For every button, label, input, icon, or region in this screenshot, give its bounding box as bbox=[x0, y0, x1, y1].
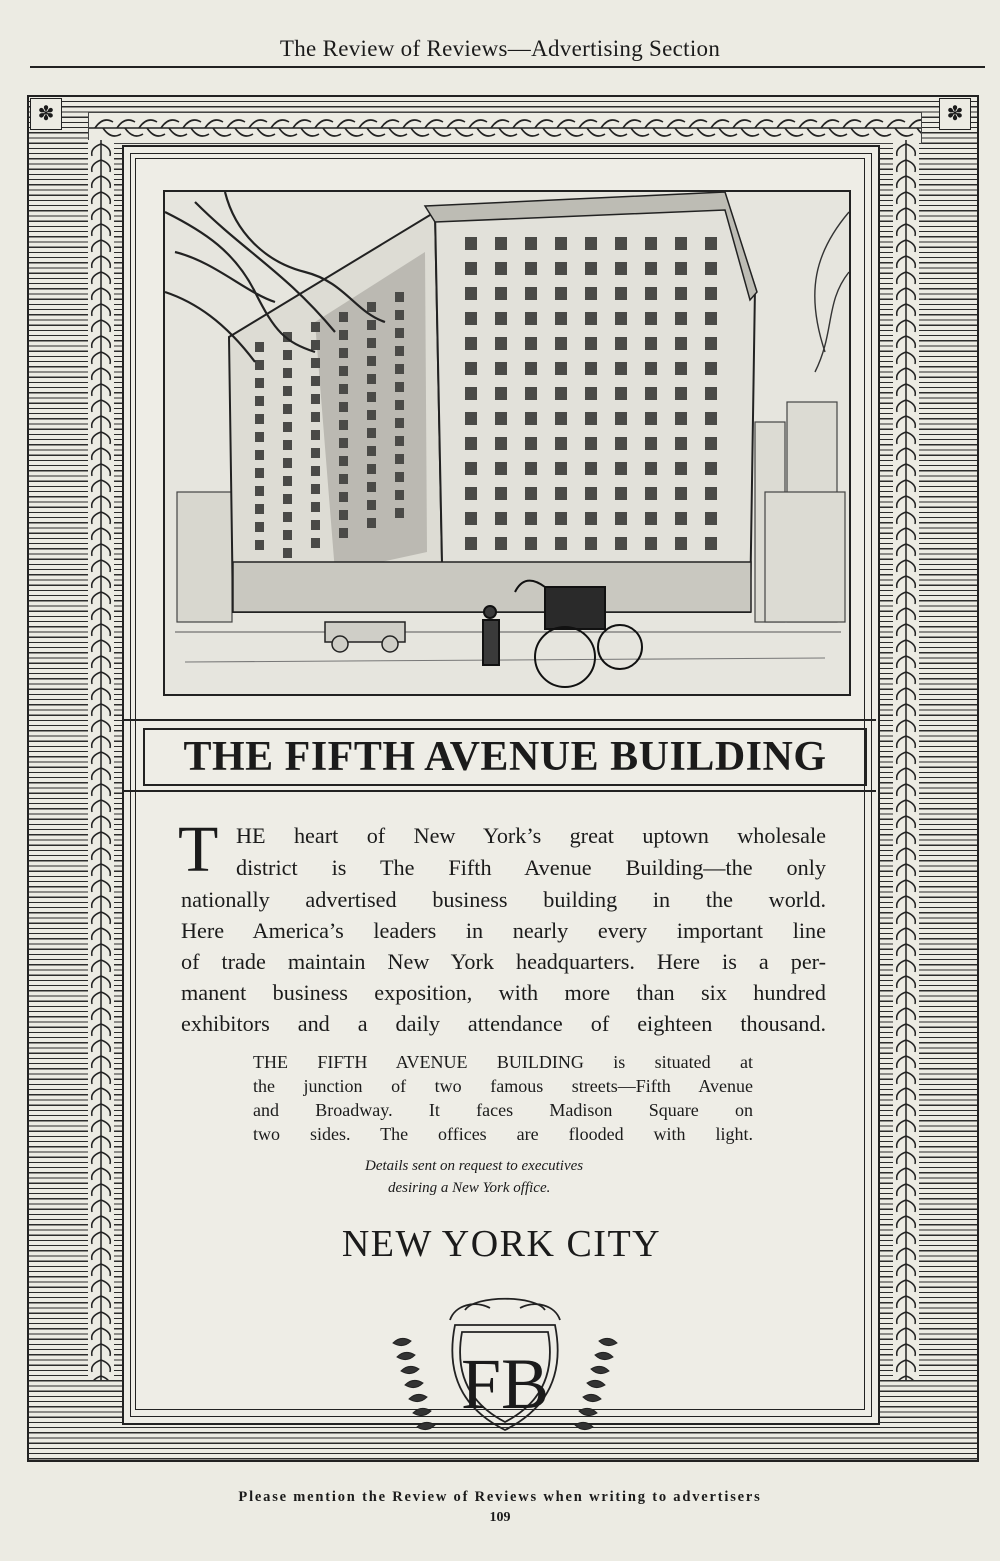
lead-paragraph-line: of trade maintain New York headquarters. Here is a per- bbox=[181, 949, 826, 974]
laurel-garland-top bbox=[88, 112, 922, 144]
lead-paragraph-line: HE heart of New York’s great uptown wholesale bbox=[236, 823, 826, 848]
detail-paragraph-line: two sides. The offices are flooded with light. bbox=[253, 1124, 753, 1144]
laurel-garland-right bbox=[893, 140, 919, 1380]
title-box bbox=[143, 728, 867, 786]
title-top-rule bbox=[122, 719, 876, 721]
lead-paragraph-line: exhibitors and a daily attendance of eighteen thousand. bbox=[181, 1011, 826, 1036]
details-note-line: Details sent on request to executives bbox=[365, 1158, 584, 1174]
drop-cap: T bbox=[178, 813, 219, 886]
header-rule bbox=[30, 66, 985, 68]
details-note-line: desiring a New York office. bbox=[388, 1180, 551, 1196]
ad-title: THE FIFTH AVENUE BUILDING bbox=[183, 734, 827, 780]
lead-paragraph-line: nationally advertised business building in the world. bbox=[181, 887, 826, 912]
footer-notice: Please mention the Review of Reviews when writing to advertisers bbox=[238, 1489, 762, 1505]
lead-paragraph-line: district is The Fifth Avenue Building—the only bbox=[236, 855, 826, 880]
building-illustration bbox=[163, 190, 851, 696]
title-bottom-rule bbox=[122, 790, 876, 792]
page-number: 109 bbox=[489, 1510, 511, 1525]
lead-paragraph-line: Here America’s leaders in nearly every important line bbox=[181, 918, 826, 943]
running-head: The Review of Reviews—Advertising Section bbox=[279, 36, 721, 61]
fb-monogram-crest bbox=[380, 1290, 630, 1440]
city-heading: NEW YORK CITY bbox=[341, 1223, 662, 1265]
lead-paragraph-line: manent business exposition, with more than six hundred bbox=[181, 980, 826, 1005]
detail-paragraph-line: and Broadway. It faces Madison Square on bbox=[253, 1100, 753, 1120]
detail-paragraph-line: the junction of two famous streets—Fifth Avenue bbox=[253, 1076, 753, 1096]
monogram-letters: FB bbox=[460, 1344, 550, 1424]
detail-paragraph-line: THE FIFTH AVENUE BUILDING is situated at bbox=[253, 1052, 753, 1072]
corner-rosette-icon: ✽ bbox=[939, 98, 971, 130]
laurel-garland-left bbox=[88, 140, 114, 1380]
corner-rosette-icon: ✽ bbox=[30, 98, 62, 130]
